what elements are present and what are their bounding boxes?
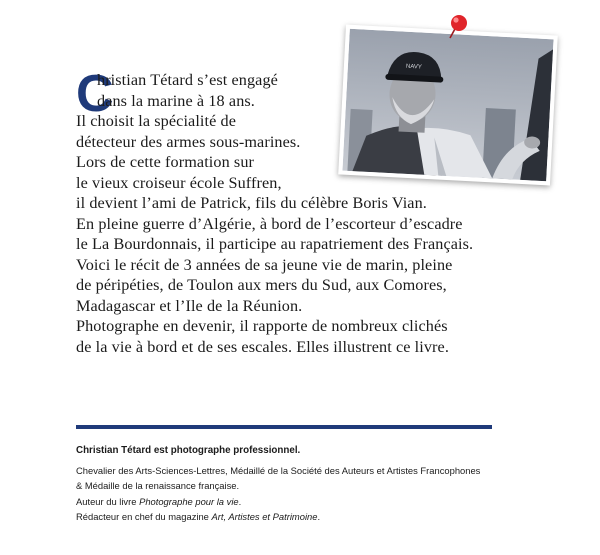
article-line: dans la marine à 18 ans. bbox=[97, 91, 255, 110]
article-line: Lors de cette formation sur bbox=[76, 153, 255, 171]
bio-line bbox=[76, 509, 536, 525]
article-line: hristian Tétard s’est engagé bbox=[97, 71, 278, 89]
author-photo bbox=[338, 25, 558, 186]
article-line: Voici le récit de 3 années de sa jeune vie de marin, pleine bbox=[76, 255, 453, 274]
article-line: le vieux croiseur école Suffren, bbox=[76, 173, 282, 192]
push-pin-icon bbox=[446, 14, 470, 40]
article-line: Photographe en devenir, il rapporte de nombreux clichés bbox=[76, 317, 448, 335]
author-portrait-image bbox=[342, 29, 553, 181]
article-line: Madagascar et l’Ile de la Réunion. bbox=[76, 296, 303, 315]
article-line: le La Bourdonnais, il participe au rapatriement des Français. bbox=[76, 235, 474, 253]
article-line: Il choisit la spécialité de bbox=[76, 112, 237, 130]
bio-line: Chevalier des Arts-Sciences-Lettres, Médaillé de la Société des Auteurs et Artistes Francophones bbox=[76, 464, 481, 476]
magazine-title: Art, Artistes et Patrimoine bbox=[211, 511, 318, 522]
article-line: il devient l’ami de Patrick, fils du célèbre Boris Vian. bbox=[76, 194, 427, 212]
article-line: détecteur des armes sous-marines. bbox=[76, 132, 301, 151]
book-title: Photographe pour la vie bbox=[139, 495, 239, 507]
article-line: de péripéties, de Toulon aux mers du Sud, aux Comores, bbox=[76, 276, 447, 294]
bio-magazine-suffix: . bbox=[317, 511, 321, 522]
bio-book-suffix: . bbox=[238, 495, 242, 507]
svg-text:NAVY: NAVY bbox=[405, 63, 422, 71]
bio-title: Christian Tétard est photographe professionnel. bbox=[76, 445, 301, 456]
drop-cap: C bbox=[76, 65, 114, 123]
bio-line: & Médaille de la renaissance française. bbox=[76, 480, 240, 491]
bio-line bbox=[76, 494, 536, 510]
author-bio bbox=[76, 443, 536, 525]
bio-book-prefix: Auteur du livre bbox=[76, 495, 140, 507]
article-line: de la vie à bord et de ses escales. Elles illustrent ce livre. bbox=[76, 337, 449, 356]
bio-magazine-prefix: Rédacteur en chef du magazine bbox=[76, 511, 212, 522]
separator-rule bbox=[76, 425, 492, 429]
article-line: En pleine guerre d’Algérie, à bord de l’escorteur d’escadre bbox=[76, 214, 463, 233]
